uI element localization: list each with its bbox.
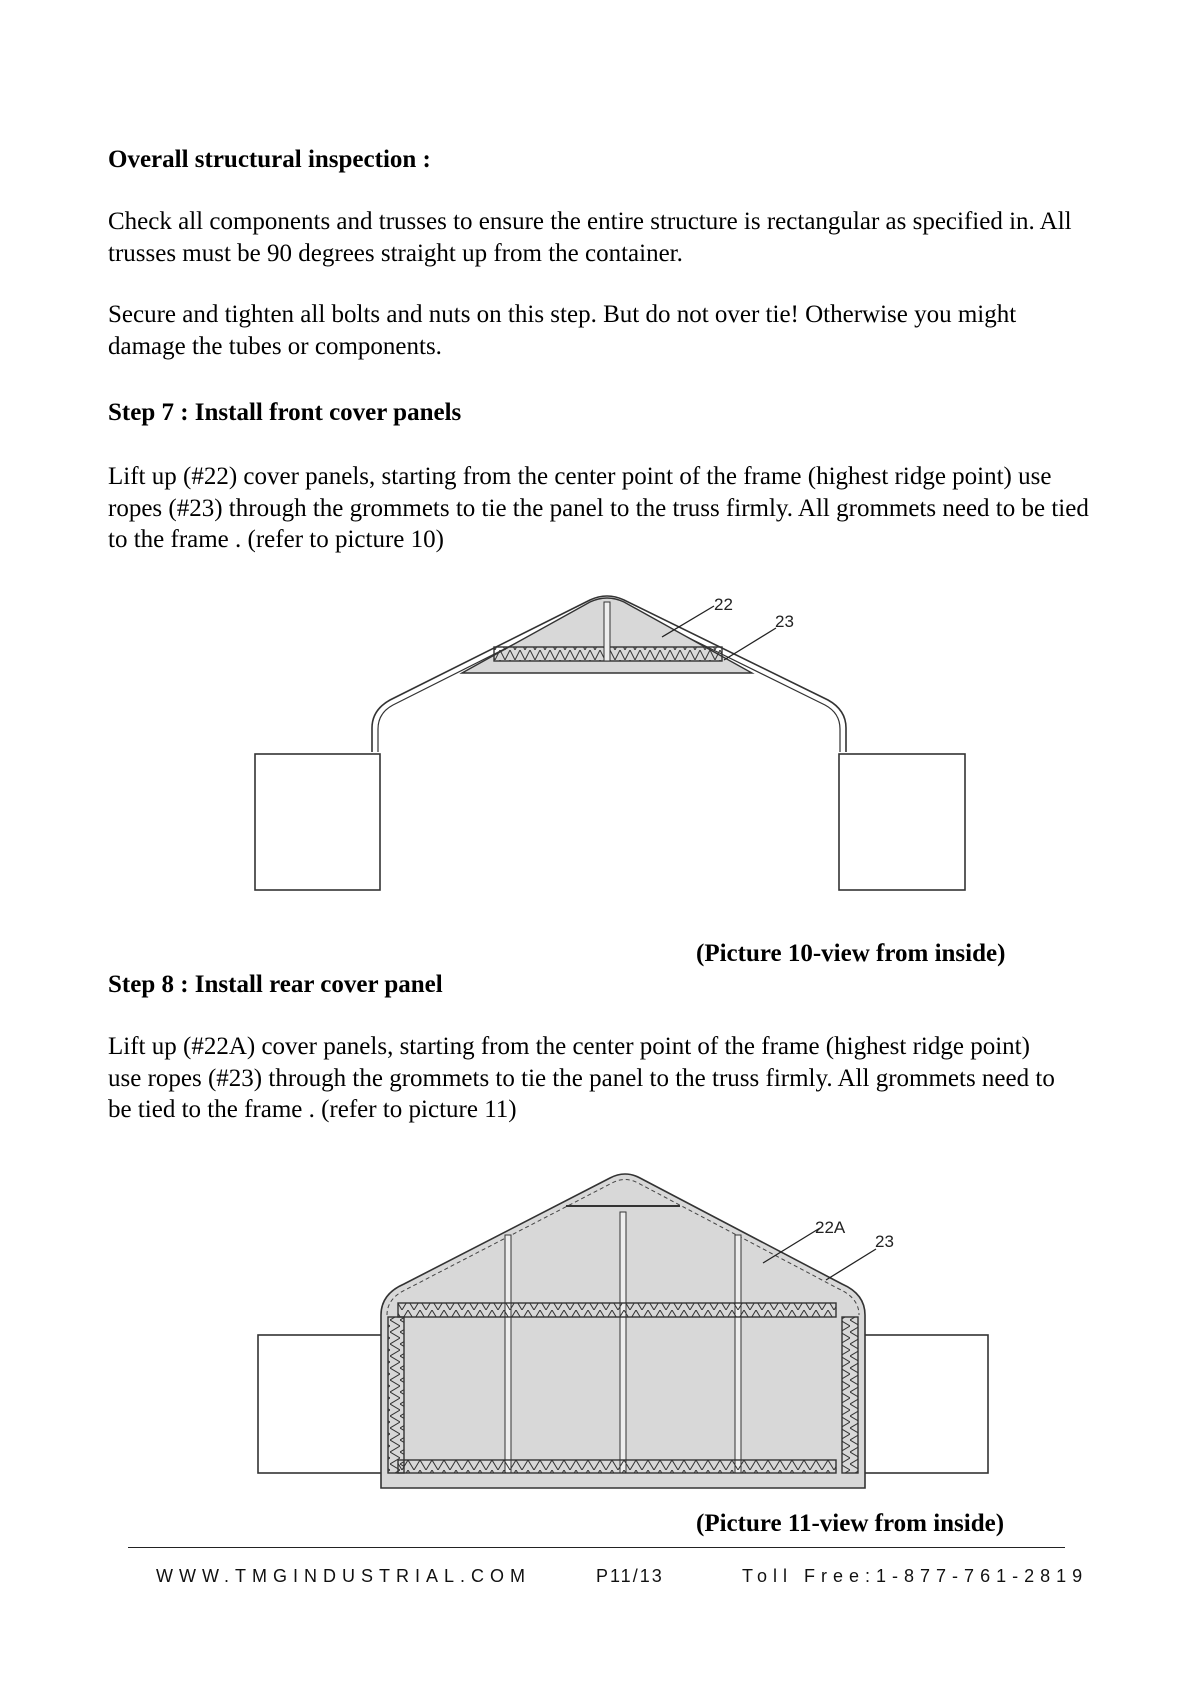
footer-divider xyxy=(128,1547,1065,1548)
footer-page-number: P11/13 xyxy=(596,1566,664,1586)
figure10-label-22: 22 xyxy=(714,595,733,614)
step7-heading: Step 7 : Install front cover panels xyxy=(108,399,462,426)
step8-heading: Step 8 : Install rear cover panel xyxy=(108,971,443,998)
section-heading-inspection: Overall structural inspection : xyxy=(108,146,431,173)
figure11-label-22a: 22A xyxy=(815,1218,846,1237)
figure10-label-23: 23 xyxy=(775,612,794,631)
inspection-paragraph-2: Secure and tighten all bolts and nuts on this step. But do not over tie! Otherwise you might damage the tubes or components. xyxy=(108,301,1017,360)
figure-10-front-panel-diagram xyxy=(240,580,980,900)
inspection-paragraph-1: Check all components and trusses to ensure the entire structure is rectangular as specified in. All trusses must be 90 degrees straight up from the container. xyxy=(108,208,1072,267)
footer-website: WWW.TMGINDUSTRIAL.COM xyxy=(156,1566,531,1586)
step8-paragraph: Lift up (#22A) cover panels, starting from the center point of the frame (highest ridge point) use ropes (#23) through the grommets to tie the panel to the truss firmly. All grommets need to be tied to the frame . (refer to picture 11) xyxy=(108,1033,1055,1123)
footer-toll-free: Toll Free:1-877-761-2819 xyxy=(742,1566,1089,1586)
step7-paragraph: Lift up (#22) cover panels, starting from the center point of the frame (highest ridge point) use ropes (#23) through the grommets to tie the panel to the truss firmly. All grommets need to be tied to the frame . (refer to picture 10) xyxy=(108,463,1089,553)
figure11-label-23: 23 xyxy=(875,1232,894,1251)
figure11-caption: (Picture 11-view from inside) xyxy=(696,1510,1005,1537)
figure-11-rear-panel-diagram xyxy=(250,1160,1000,1500)
figure10-caption: (Picture 10-view from inside) xyxy=(696,940,1006,967)
